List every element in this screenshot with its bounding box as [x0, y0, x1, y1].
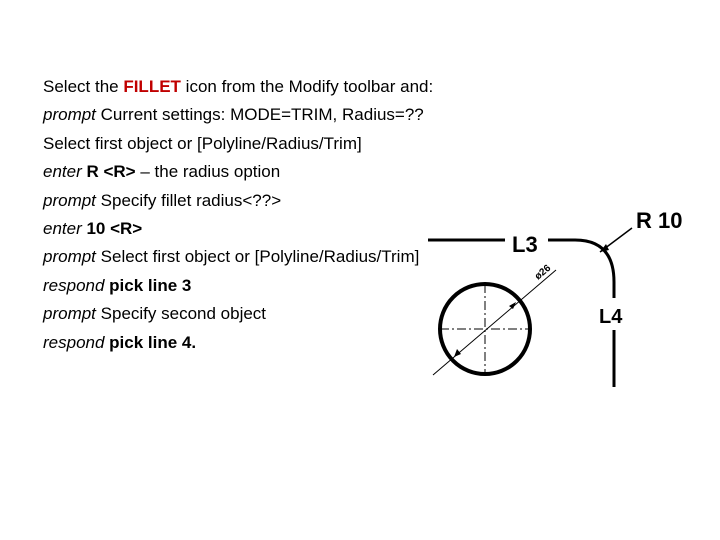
- diameter-arrowhead-lower: [454, 349, 461, 357]
- diameter-label: ø26: [532, 262, 554, 283]
- instruction-line-3: Select first object or [Polyline/Radius/Trim]: [43, 133, 362, 153]
- fillet-keyword: FILLET: [123, 77, 181, 96]
- instruction-line-9: prompt Specify second object: [43, 304, 267, 324]
- instruction-line-2: prompt Current settings: MODE=TRIM, Radius=??: [43, 105, 424, 125]
- instruction-line-6: enter 10 <R>: [43, 219, 143, 239]
- instruction-line-7: prompt Select first object or [Polyline/Radius/Trim]: [43, 247, 420, 267]
- instruction-line-1: Select the FILLET icon from the Modify toolbar and:: [43, 77, 434, 96]
- instruction-line-8: respond pick line 3: [43, 275, 192, 295]
- line-3-label: L3: [512, 232, 538, 257]
- instruction-line-4: enter R <R> – the radius option: [43, 162, 281, 182]
- instruction-line-5: prompt Specify fillet radius<??>: [43, 190, 282, 210]
- radius-label: R 10: [636, 208, 683, 233]
- instruction-line-10: respond pick line 4.: [43, 332, 197, 352]
- line-4-label: L4: [599, 306, 623, 328]
